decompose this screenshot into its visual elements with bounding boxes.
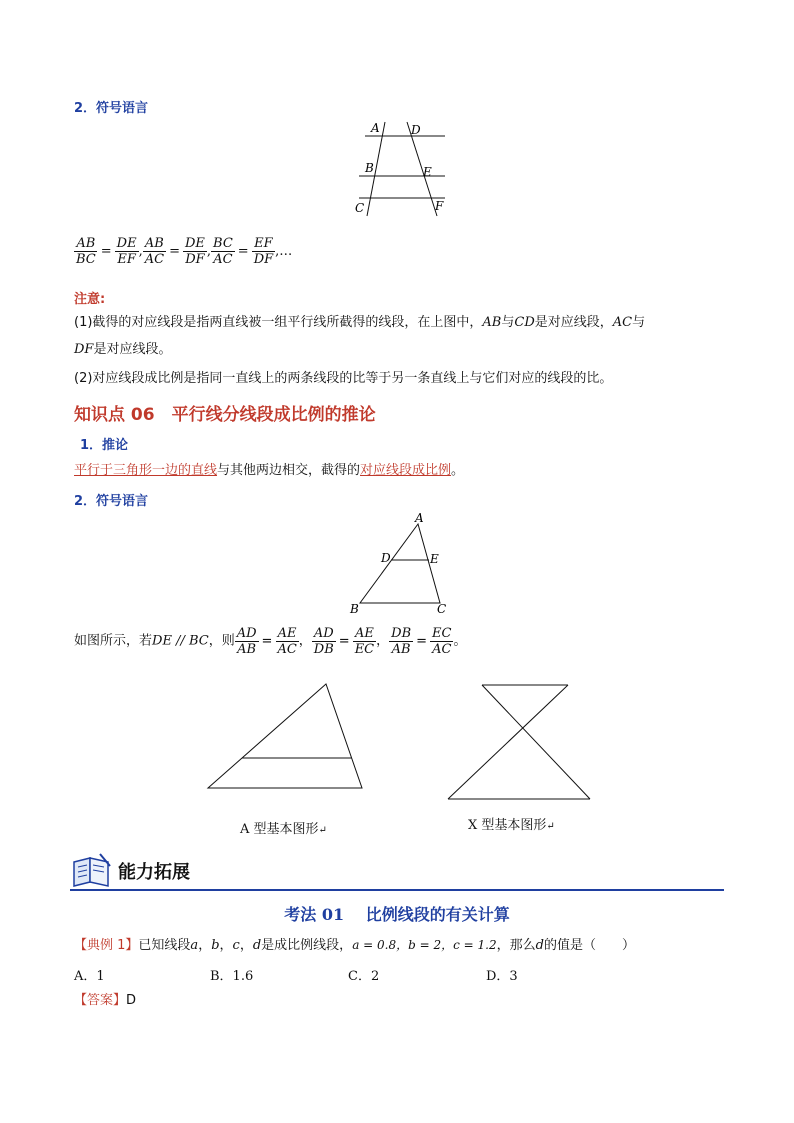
corollary-statement: 平行于三角形一边的直线与其他两边相交，截得的对应线段成比例。 — [74, 463, 465, 478]
fraction: $\frac{DE}{DF}$ — [184, 236, 205, 267]
label-D: D — [411, 123, 421, 137]
note-2: (2)对应线段成比例是指同一直线上的两条线段的比等于另一条直线上与它们对应的线段的比。 — [74, 371, 613, 386]
label-A: A — [415, 512, 424, 525]
book-icon — [70, 852, 114, 888]
answer-label: 【答案】 — [74, 993, 127, 1008]
symbol-language-heading-2: 2．符号语言 — [74, 494, 149, 509]
label-C: C — [437, 602, 447, 616]
fraction: $\frac{AB}{BC}$ — [76, 236, 96, 267]
symbol-language-heading: 2．符号语言 — [74, 101, 149, 116]
fraction: $\frac{AB}{AC}$ — [144, 236, 165, 267]
triangle-figure — [340, 512, 460, 620]
corollary-heading: 1．推论 — [80, 438, 129, 453]
fraction: $\frac{AE}{AC}$ — [277, 626, 297, 657]
option-c: C．2 — [348, 969, 380, 984]
answer-value: D — [126, 993, 137, 1008]
a-type-figure — [200, 680, 370, 796]
a-type-caption: A 型基本图形↵ — [240, 822, 327, 837]
label-D: D — [381, 551, 391, 565]
fraction: $\frac{EC}{AC}$ — [432, 626, 452, 657]
x-type-figure — [440, 680, 600, 804]
label-C: C — [355, 201, 365, 215]
answer — [74, 992, 136, 1010]
option-a: A．1 — [74, 969, 105, 984]
fraction: $\frac{DB}{AB}$ — [391, 626, 412, 657]
note-label: 注意: — [74, 292, 106, 307]
x-type-cross-1 — [482, 685, 590, 799]
label-A: A — [371, 121, 380, 135]
corollary-formula: 如图所示，若DE // BC，则 $\frac{AD}{AB}$ = $\frac{AE}{AC}$ ， $\frac{AD}{DB}$ = $\frac{AE}{EC}$ ， $\frac{DB}{AB}$ = $\frac{EC}{AC}$ 。 — [74, 626, 467, 657]
fraction: $\frac{AD}{AB}$ — [236, 626, 257, 657]
triangle-abc — [360, 524, 440, 603]
a-type-triangle — [208, 684, 362, 788]
fraction: $\frac{BC}{AC}$ — [213, 236, 233, 267]
fraction: $\frac{DE}{EF}$ — [116, 236, 137, 267]
note-1: (1)截得的对应线段是指两直线被一组平行线所截得的线段，在上图中，AB与CD是对应线段，AC与 — [74, 315, 646, 330]
parallel-lines-figure — [345, 118, 455, 218]
label-E: E — [430, 552, 439, 566]
note-1-cont: DF是对应线段。 — [74, 342, 172, 357]
label-E: E — [423, 165, 432, 179]
option-d: D．3 — [486, 969, 518, 984]
x-type-cross-2 — [448, 685, 568, 799]
ability-extension-title: 能力拓展 — [118, 862, 190, 883]
fraction: $\frac{EF}{DF}$ — [253, 236, 274, 267]
label-F: F — [435, 199, 444, 213]
label-B: B — [365, 161, 374, 175]
fraction: $\frac{AD}{DB}$ — [313, 626, 334, 657]
fraction: $\frac{AE}{EC}$ — [354, 626, 375, 657]
example-1-question: 【典例 1】已知线段a，b，c，d是成比例线段，a = 0.8，b = 2，c = 1.2，那么d的值是（ ） — [74, 938, 635, 953]
knowledge-point-06-title: 知识点 06 平行线分线段成比例的推论 — [74, 405, 376, 425]
option-b: B．1.6 — [210, 969, 254, 984]
section-divider — [70, 889, 724, 891]
method-01-title: 考法 01 比例线段的有关计算 — [284, 905, 510, 924]
label-B: B — [350, 602, 359, 616]
x-type-caption: X 型基本图形↵ — [468, 818, 555, 833]
ratio-formula-1: $\frac{AB}{BC}$ = $\frac{DE}{EF}$ , $\frac{AB}{AC}$ = $\frac{DE}{DF}$ , $\frac{BC}{AC}$ = $\frac{EF}{DF}$ ,… — [76, 236, 293, 267]
